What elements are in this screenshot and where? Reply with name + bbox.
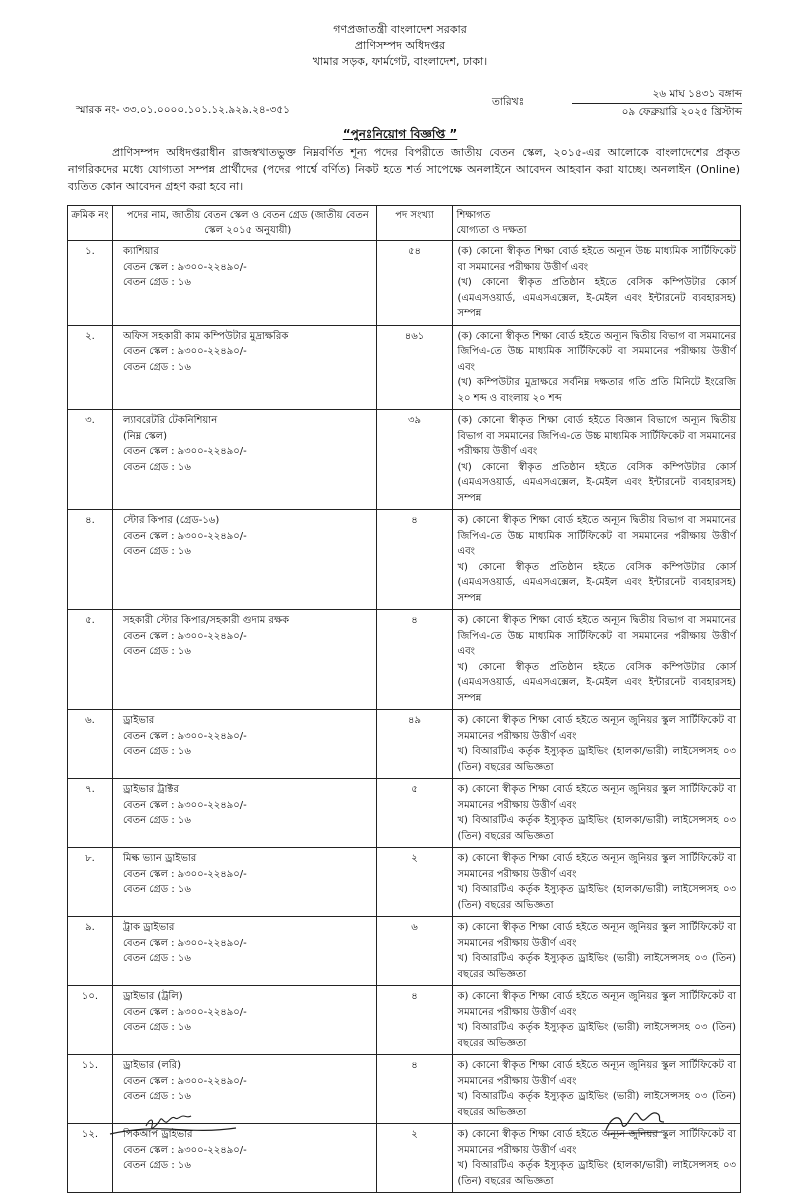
cell-serial: ৪. [68,510,113,610]
requirement-item: (ক) কোনো স্বীকৃত শিক্ষা বোর্ড হইতে অন্যূন উচ্চ মাধ্যমিক সার্টিফিকেট বা সমমানের পরীক্ষায় উত্তীর্ণ এবং [457,246,736,273]
table-row [68,986,741,1055]
requirement-item: ক) কোনো স্বীকৃত শিক্ষা বোর্ড হইতে অন্যূন জুনিয়র স্কুল সার্টিফিকেট বা সমমানের পরীক্ষায় উত্তীর্ণ এবং [457,922,736,949]
table-row [68,848,741,917]
cell-serial: ৩. [68,410,113,510]
requirement-item: খ) কোনো স্বীকৃত প্রতিষ্ঠান হইতে বেসিক কম্পিউটার কোর্স (এমএসওয়ার্ড, এমএসএক্সেল, ই-মেইল এবং ইন্টারনেট ব্যবহারসহ) সম্পন্ন [457,561,736,604]
intro-paragraph: প্রাণিসম্পদ অধিদপ্তরাধীন রাজস্বখাতভুক্ত নিম্নবর্ণিত শূন্য পদের বিপরীতে জাতীয় বেতন স্কেল, ২০১৫-এর আলোকে বাংলাদেশের প্রকৃত নাগরিকদের মধ্যে যোগ্যতা সম্পন্ন প্রার্থীদের (পদের পার্শ্বে বর্ণিত) নিকট হতে শর্ত সাপেক্ষে অনলাইনে আবেদন আহবান করা যাচ্ছে। অনলাইন (Online) ব্যতিত কোন আবেদন গ্রহণ করা হবে না। [68,146,740,193]
cell-post-count: ৪ [376,510,453,610]
post-post: স্টোর কিপার (গ্রেড-১৬) [122,515,220,526]
post-scale: বেতন স্কেল : ৯৩০০-২২৪৯০/- [122,868,247,880]
cell-requirements [453,510,741,610]
cell-post [112,779,376,848]
table-row [68,779,741,848]
post-scale: বেতন স্কেল : ৯৩০০-২২৪৯০/- [122,446,247,457]
cell-post-count: ৬ [376,917,453,986]
signature-left-icon [108,1108,238,1138]
post-grade: বেতন গ্রেড : ১৬ [122,1022,191,1033]
post-grade: বেতন গ্রেড : ১৬ [122,546,191,557]
cell-serial: ১. [68,241,113,326]
date-bangla: ২৬ মাঘ ১৪৩১ বঙ্গাব্দ [572,86,742,104]
requirement-item: ক) কোনো স্বীকৃত শিক্ষা বোর্ড হইতে অন্যূন জুনিয়র স্কুল সার্টিফিকেট বা সমমানের পরীক্ষায় উত্তীর্ণ এবং [457,715,736,742]
requirement-item: ক) কোনো স্বীকৃত শিক্ষা বোর্ড হইতে অন্যূন জুনিয়র স্কুল সার্টিফিকেট বা সমমানের পরীক্ষায় উত্তীর্ণ এবং [457,1060,736,1087]
cell-post-count: ৪৬১ [376,325,453,410]
table-row [68,241,741,326]
requirement-item: ক) কোনো স্বীকৃত শিক্ষা বোর্ড হইতে অন্যূন জুনিয়র স্কুল সার্টিফিকেট বা সমমানের পরীক্ষায় উত্তীর্ণ এবং [457,853,736,880]
requirement-item: (খ) কোনো স্বীকৃত প্রতিষ্ঠান হইতে বেসিক কম্পিউটার কোর্স (এমএসওয়ার্ড, এমএসএক্সেল, ই-মেইল এবং ইন্টারনেট ব্যবহারসহ) সম্পন্ন [457,277,736,319]
table-header-row [68,206,741,241]
requirement-item: (খ) কম্পিউটার মুদ্রাক্ষরে সর্বনিম্ন দক্ষতার গতি প্রতি মিনিটে ইংরেজি ২০ শব্দ ও বাংলায় ২০ শব্দ [457,377,736,404]
post-scale: বেতন স্কেল : ৯৩০০-২২৪৯০/- [122,530,247,542]
cell-post [112,241,376,326]
requirement-item: ক) কোনো স্বীকৃত শিক্ষা বোর্ড হইতে অন্যূন জুনিয়র স্কুল সার্টিফিকেট বা সমমানের পরীক্ষায় উত্তীর্ণ এবং [457,1129,736,1156]
post-scale: বেতন স্কেল : ৯৩০০-২২৪৯০/- [122,346,247,357]
requirement-item: খ) বিআরটিএ কর্তৃক ইস্যুকৃত ড্রাইভিং (হালকা/ভারী) লাইসেন্সসহ ০৩ (তিন) বছরের অভিজ্ঞতা [457,815,736,842]
post-grade: বেতন গ্রেড : ১৬ [122,461,191,473]
cell-requirements [453,710,741,779]
post-scale: বেতন স্কেল : ৯৩০০-২২৪৯০/- [122,1144,247,1156]
post-post2: (নিম্ন স্কেল) [122,430,168,442]
post-post: ড্রাইভার (লরি) [122,1060,182,1071]
cell-serial: ২. [68,325,113,410]
post-scale: বেতন স্কেল : ৯৩০০-২২৪৯০/- [122,1075,247,1087]
requirement-item: খ) বিআরটিএ কর্তৃক ইস্যুকৃত ড্রাইভিং (হালকা/ভারী) লাইসেন্সসহ ০৩ (তিন) বছরের অভিজ্ঞতা [457,1160,736,1187]
cell-post [112,325,376,410]
cell-requirements [453,1055,741,1124]
date-english: ০৯ ফেব্রুয়ারি ২০২৫ খ্রিস্টাব্দ [621,106,742,118]
cell-serial: ১১. [68,1055,113,1124]
post-scale: বেতন স্কেল : ৯৩০০-২২৪৯০/- [122,937,247,949]
cell-post-count: ২ [376,848,453,917]
cell-post [112,848,376,917]
cell-requirements [453,779,741,848]
header-post: পদের নাম, জাতীয় বেতন স্কেল ও বেতন গ্রেড (জাতীয় বেতন স্কেল ২০১৫ অনুযায়ী) [112,206,376,241]
header-count: পদ সংখ্যা [376,206,453,241]
signature-right-icon [600,1108,670,1138]
requirement-item: (ক) কোনো স্বীকৃত শিক্ষা বোর্ড হইতে অন্যূন দ্বিতীয় বিভাগ বা সমমানের জিপিএ-তে উচ্চ মাধ্যমিক সার্টিফিকেট বা সমমানের পরীক্ষায় উত্তীর্ণ এবং [457,330,736,373]
post-post: ক্যাশিয়ার [122,246,159,257]
cell-requirements [453,325,741,410]
header-serial: ক্রমিক নং [68,206,113,241]
post-grade: বেতন গ্রেড : ১৬ [122,1091,191,1102]
date-lines [572,86,742,120]
cell-requirements [453,917,741,986]
requirement-item: খ) বিআরটিএ কর্তৃক ইস্যুকৃত ড্রাইভিং (হালকা/ভারী) লাইসেন্সসহ ০৩ (তিন) বছরের অভিজ্ঞতা [457,746,736,773]
cell-post [112,610,376,710]
cell-serial: ১২. [68,1124,113,1193]
post-post: মিল্ক ভ্যান ড্রাইভার [122,853,197,864]
government-name: গণপ্রজাতন্ত্রী বাংলাদেশ সরকার [333,23,467,36]
table-row [68,610,741,710]
cell-post [112,986,376,1055]
notice-title-text: “পুনঃনিয়োগ বিজ্ঞপ্তি ” [342,127,458,141]
post-scale: বেতন স্কেল : ৯৩০০-২২৪৯০/- [122,261,247,273]
table-row [68,510,741,610]
cell-serial: ৬. [68,710,113,779]
notice-title [0,126,800,146]
table-body [68,241,741,1193]
post-grade: বেতন গ্রেড : ১৬ [122,953,191,964]
table-row [68,410,741,510]
cell-requirements [453,848,741,917]
cell-post-count: ৪৯ [376,710,453,779]
post-post: ল্যাবরেটরি টেকনিশিয়ান [122,415,218,426]
cell-serial: ৫. [68,610,113,710]
post-grade: বেতন গ্রেড : ১৬ [122,1160,191,1171]
header-req-line2: যোগ্যতা ও দক্ষতা [456,225,527,236]
post-grade: বেতন গ্রেড : ১৬ [122,646,191,657]
requirement-item: ক) কোনো স্বীকৃত শিক্ষা বোর্ড হইতে অন্যূন জুনিয়র স্কুল সার্টিফিকেট বা সমমানের পরীক্ষায় উত্তীর্ণ এবং [457,784,736,811]
requirement-item: ক) কোনো স্বীকৃত শিক্ষা বোর্ড হইতে অন্যূন দ্বিতীয় বিভাগ বা সমমানের জিপিএ-তে উচ্চ মাধ্যমিক সার্টিফিকেট বা সমমানের পরীক্ষায় উত্তীর্ণ এবং [457,515,736,557]
cell-post [112,410,376,510]
cell-post-count: ৪ [376,1055,453,1124]
header-requirements [453,206,741,241]
cell-post-count: ৫৪ [376,241,453,326]
cell-serial: ৯. [68,917,113,986]
post-grade: বেতন গ্রেড : ১৬ [122,884,191,895]
requirement-item: খ) বিআরটিএ কর্তৃক ইস্যুকৃত ড্রাইভিং (ভারী) লাইসেন্সসহ ০৩ (তিন) বছরের অভিজ্ঞতা [457,1022,736,1049]
cell-requirements [453,1124,741,1193]
office-address: খামার সড়ক, ফার্মগেট, বাংলাদেশ, ঢাকা। [312,55,488,68]
requirement-item: ক) কোনো স্বীকৃত শিক্ষা বোর্ড হইতে অন্যূন জুনিয়র স্কুল সার্টিফিকেট বা সমমানের পরীক্ষায় উত্তীর্ণ এবং [457,991,736,1018]
cell-serial: ১০. [68,986,113,1055]
requirement-item: ক) কোনো স্বীকৃত শিক্ষা বোর্ড হইতে অন্যূন দ্বিতীয় বিভাগ বা সমমানের জিপিএ-তে উচ্চ মাধ্যমিক সার্টিফিকেট বা সমমানের পরীক্ষায় উত্তীর্ণ এবং [457,615,736,657]
cell-requirements [453,410,741,510]
date-label: তারিখঃ [492,96,525,108]
cell-serial: ৮. [68,848,113,917]
requirement-item: (খ) কোনো স্বীকৃত প্রতিষ্ঠান হইতে বেসিক কম্পিউটার কোর্স (এমএসওয়ার্ড, এমএসএক্সেল, ই-মেইল এবং ইন্টারনেট ব্যবহারসহ) সম্পন্ন [457,461,736,504]
post-post: পিকআপ ড্রাইভার [122,1129,193,1140]
post-scale: বেতন স্কেল : ৯৩০০-২২৪৯০/- [122,1006,247,1018]
cell-post-count: ৫ [376,779,453,848]
department-name: প্রাণিসম্পদ অধিদপ্তর [354,39,446,52]
cell-post-count: ৪ [376,986,453,1055]
table-row [68,325,741,410]
vacancy-table [67,205,741,1193]
requirement-item: খ) কোনো স্বীকৃত প্রতিষ্ঠান হইতে বেসিক কম্পিউটার কোর্স (এমএসওয়ার্ড, এমএসএক্সেল, ই-মেইল এবং ইন্টারনেট ব্যবহারসহ) সম্পন্ন [457,661,736,704]
post-post: ড্রাইভার [122,715,155,726]
cell-serial: ৭. [68,779,113,848]
cell-post [112,510,376,610]
table-row [68,710,741,779]
cell-post-count: ৩৯ [376,410,453,510]
cell-post [112,710,376,779]
post-grade: বেতন গ্রেড : ১৬ [122,815,191,826]
post-grade: বেতন গ্রেড : ১৬ [122,361,191,373]
cell-post-count: ৪ [376,610,453,710]
post-post: ড্রাইভার ট্রাক্টর [122,784,179,795]
requirement-item: খ) বিআরটিএ কর্তৃক ইস্যুকৃত ড্রাইভিং (হালকা/ভারী) লাইসেন্সসহ ০৩ (তিন) বছরের অভিজ্ঞতা [457,884,736,911]
cell-post-count: ২ [376,1124,453,1193]
cell-post [112,917,376,986]
cell-requirements [453,986,741,1055]
office-header [0,22,800,70]
header-req-line1: শিক্ষাগত [456,210,491,221]
post-grade: বেতন গ্রেড : ১৬ [122,277,191,288]
cell-requirements [453,610,741,710]
post-grade: বেতন গ্রেড : ১৬ [122,746,191,757]
post-post: ট্রাক ড্রাইভার [122,922,175,933]
post-post: ড্রাইভার (ট্রলি) [122,991,183,1002]
post-scale: বেতন স্কেল : ৯৩০০-২২৪৯০/- [122,630,247,642]
memo-number: স্মারক নং- ৩৩.০১.০০০০.১০১.১২.৯২৯.২৪-৩৫১ [76,104,290,116]
table-row [68,917,741,986]
post-post: সহকারী স্টোর কিপার/সহকারী গুদাম রক্ষক [122,615,290,626]
post-scale: বেতন স্কেল : ৯৩০০-২২৪৯০/- [122,730,247,742]
cell-requirements [453,241,741,326]
post-scale: বেতন স্কেল : ৯৩০০-২২৪৯০/- [122,799,247,811]
requirement-item: খ) বিআরটিএ কর্তৃক ইস্যুকৃত ড্রাইভিং (ভারী) লাইসেন্সসহ ০৩ (তিন) বছরের অভিজ্ঞতা [457,1091,736,1118]
requirement-item: (ক) কোনো স্বীকৃত শিক্ষা বোর্ড হইতে বিজ্ঞান বিভাগে অন্যূন দ্বিতীয় বিভাগ বা সমমানের জিপিএ-তে উচ্চ মাধ্যমিক সার্টিফিকেট বা সমমানের পরীক্ষায় উত্তীর্ণ এবং [457,415,736,457]
post-post: অফিস সহকারী কাম কম্পিউটার মুদ্রাক্ষরিক [122,330,289,342]
requirement-item: খ) বিআরটিএ কর্তৃক ইস্যুকৃত ড্রাইভিং (ভারী) লাইসেন্সসহ ০৩ (তিন) বছরের অভিজ্ঞতা [457,953,736,980]
